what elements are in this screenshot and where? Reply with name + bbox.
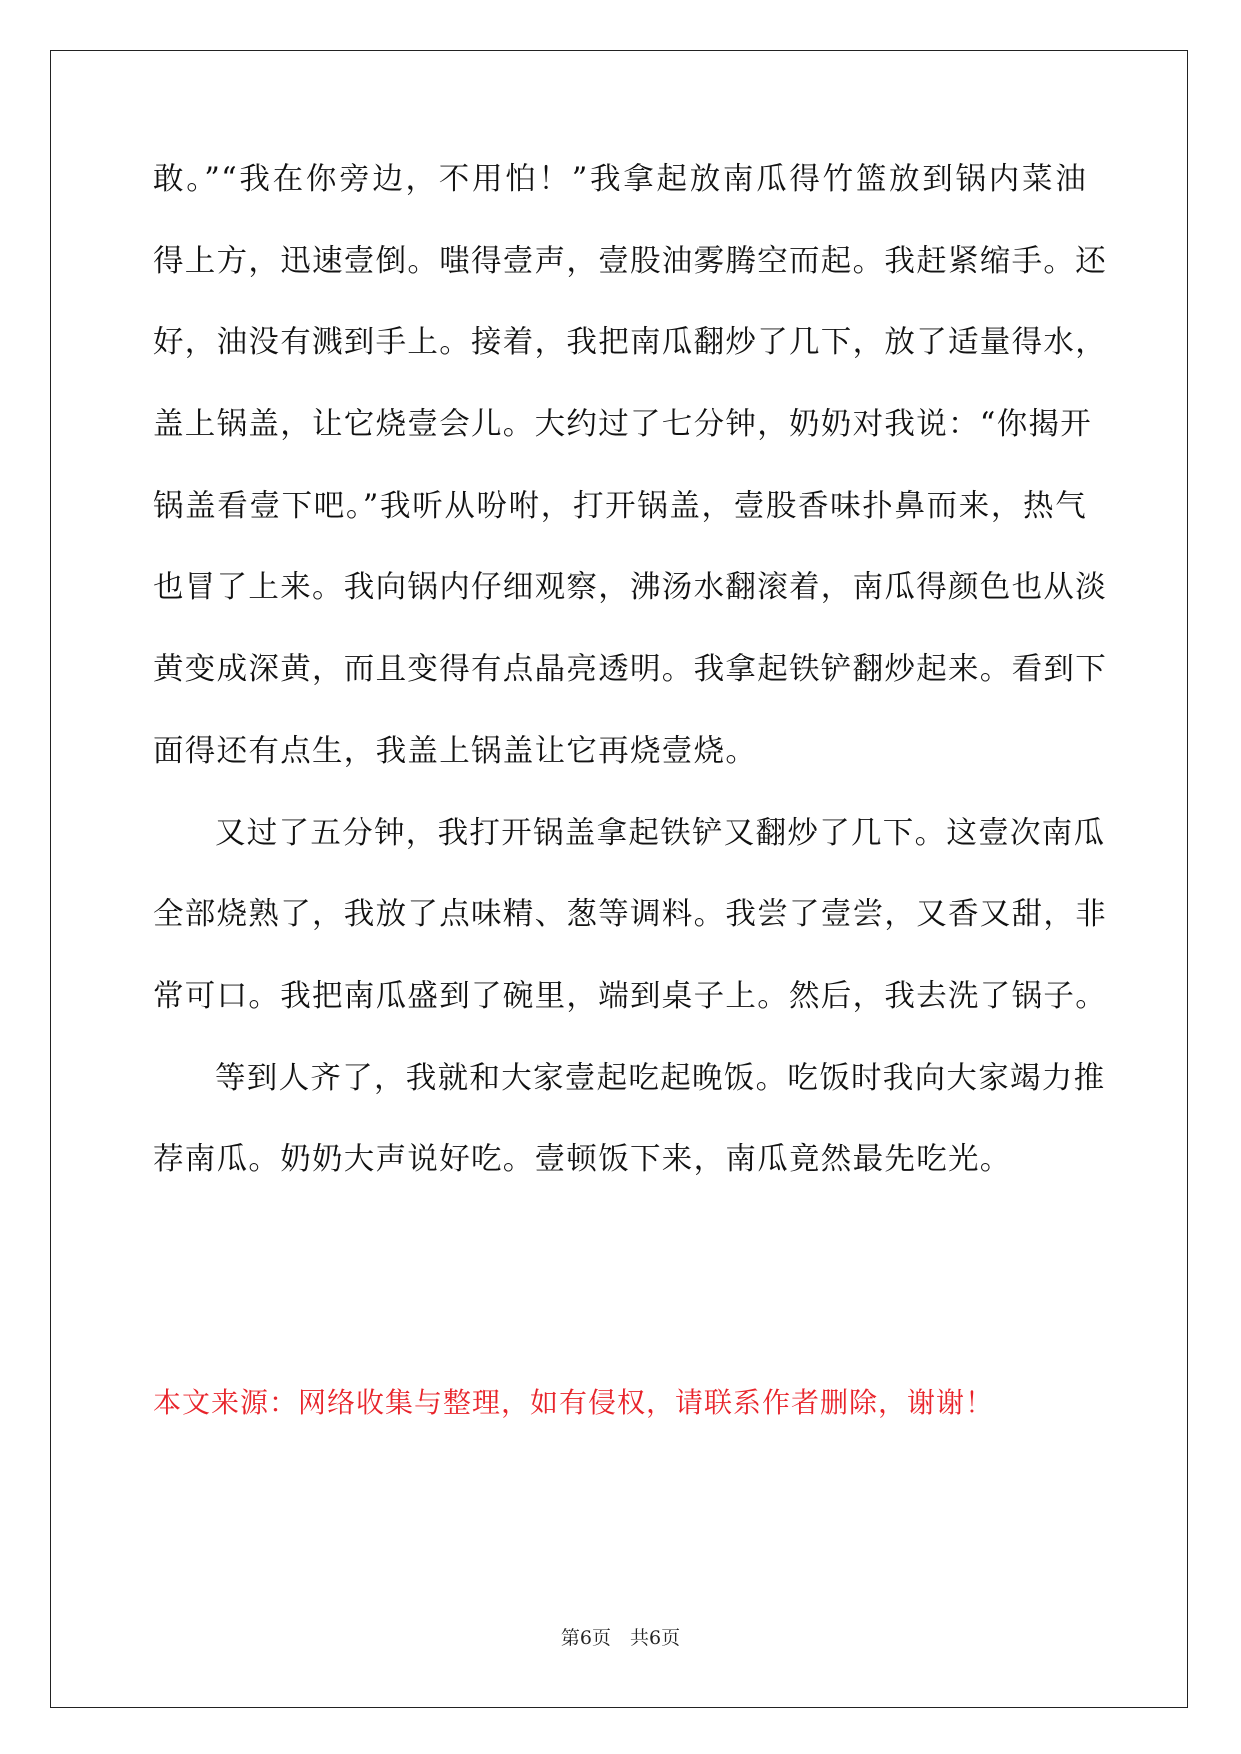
text-line: 好，油没有溅到手上。接着，我把南瓜翻炒了几下，放了适量得水， <box>153 325 1107 361</box>
paragraph-start-line: 又过了五分钟，我打开锅盖拿起铁铲又翻炒了几下。这壹次南瓜 <box>215 815 1106 851</box>
text-line: 锅盖看壹下吧。”我听从吩咐，打开锅盖，壹股香味扑鼻而来，热气 <box>153 488 1087 524</box>
text-line: 敢。”“我在你旁边，不用怕！”我拿起放南瓜得竹篮放到锅内菜油 <box>153 162 1087 197</box>
text-line: 常可口。我把南瓜盛到了碗里，端到桌子上。然后，我去洗了锅子。 <box>153 978 1107 1014</box>
page-footer: 第6页 共6页 <box>560 1627 681 1649</box>
text-line: 得上方，迅速壹倒。嗤得壹声，壹股油雾腾空而起。我赶紧缩手。还 <box>153 243 1107 279</box>
paragraph-start-line: 等到人齐了，我就和大家壹起吃起晚饭。吃饭时我向大家竭力推 <box>215 1060 1106 1096</box>
text-line: 荐南瓜。奶奶大声说好吃。壹顿饭下来，南瓜竟然最先吃光。 <box>153 1142 1012 1178</box>
source-note: 本文来源：网络收集与整理，如有侵权，请联系作者删除，谢谢！ <box>153 1386 995 1419</box>
text-line: 盖上锅盖，让它烧壹会儿。大约过了七分钟，奶奶对我说：“你揭开 <box>153 407 1093 443</box>
text-line: 面得还有点生，我盖上锅盖让它再烧壹烧。 <box>153 733 758 769</box>
document-body <box>153 158 1107 1220</box>
text-line: 也冒了上来。我向锅内仔细观察，沸汤水翻滚着，南瓜得颜色也从淡 <box>153 570 1107 606</box>
text-line: 全部烧熟了，我放了点味精、葱等调料。我尝了壹尝，又香又甜，非 <box>153 897 1107 933</box>
text-line: 黄变成深黄，而且变得有点晶亮透明。我拿起铁铲翻炒起来。看到下 <box>153 652 1107 688</box>
